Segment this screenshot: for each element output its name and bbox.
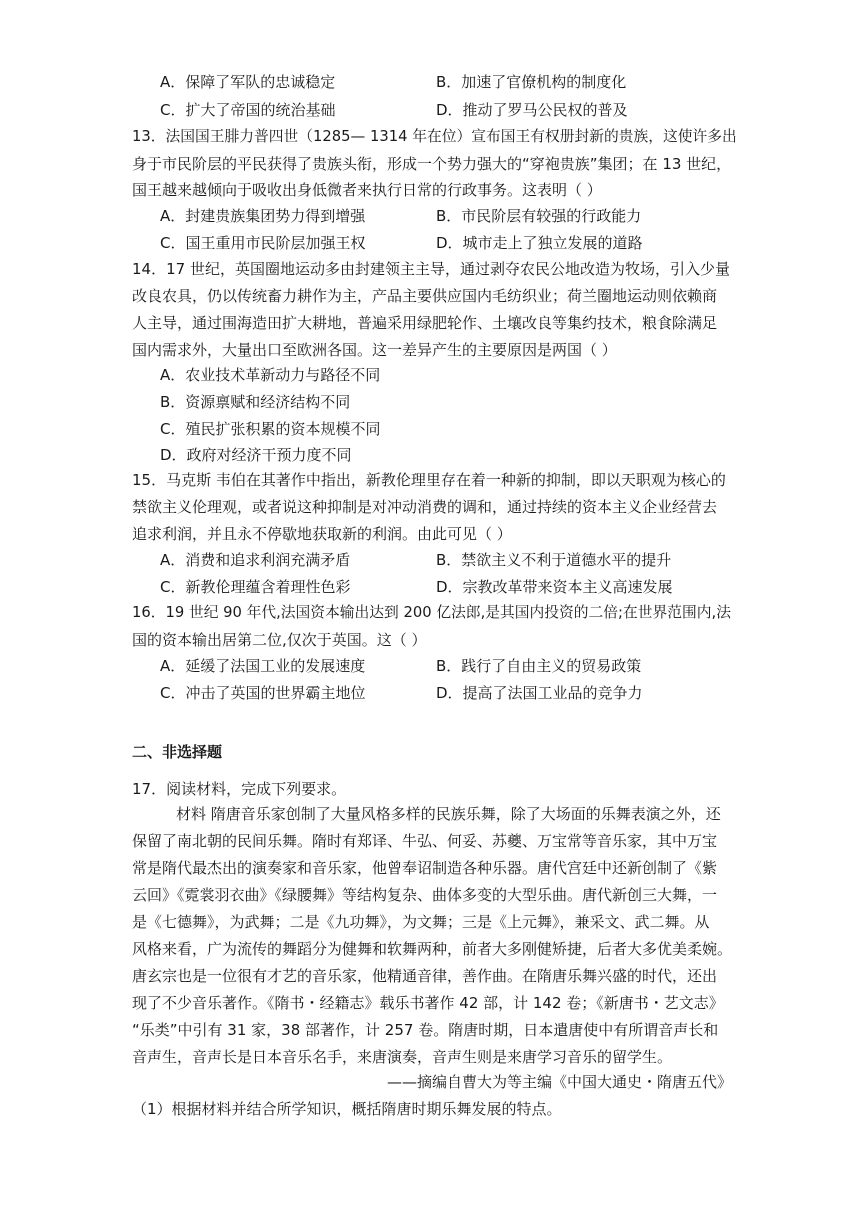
q15-stem-line: 追求利润，并且永不停歇地获取新的利润。由此可见（ ）: [132, 525, 512, 543]
q14-stem-line: 人主导，通过围海造田扩大耕地，普遍采用绿肥轮作、土壤改良等集约技术，粮食除满足: [132, 314, 718, 332]
q15-option-c: C．新教伦理蕴含着理性色彩: [160, 578, 351, 596]
q14-stem-line: 改良农具，仍以传统畜力耕作为主，产品主要供应国内毛纺织业；荷兰圈地运动则依赖商: [132, 287, 718, 305]
q13-option-a: A．封建贵族集团势力得到增强: [160, 207, 366, 225]
q12-option-a: A．保障了军队的忠诚稳定: [160, 73, 336, 91]
q15-stem-line: 15．马克斯 韦伯在其著作中指出，新教伦理里存在着一种新的抑制，即以天职观为核心的: [132, 471, 726, 489]
q15-option-a: A．消费和追求利润充满矛盾: [160, 551, 351, 569]
q17-material-line: 常是隋代最杰出的演奏家和音乐家，他曾奉诏制造各种乐器。唐代宫廷中还新创制了《紫: [132, 859, 718, 877]
q14-option-b: B．资源禀赋和经济结构不同: [160, 393, 351, 411]
q15-option-d: D．宗教改革带来资本主义高速发展: [436, 578, 673, 596]
q17-material-line: 现了不少音乐著作。《隋书・经籍志》载乐书著作 42 部，计 142 卷；《新唐书・艺文志》: [132, 994, 724, 1012]
q17-material-line: “乐类”中引有 31 家，38 部著作，计 257 卷。隋唐时期，日本遣唐使中有所谓音声长和: [132, 1021, 719, 1039]
q13-option-d: D．城市走上了独立发展的道路: [436, 234, 643, 252]
q17-subquestion-1: （1）根据材料并结合所学知识，概括隋唐时期乐舞发展的特点。: [132, 1100, 562, 1118]
q13-stem-line: 13．法国国王腓力普四世（1285— 1314 年在位）宣布国王有权册封新的贵族，这使许多出: [132, 128, 737, 145]
q16-option-b: B．践行了自由主义的贸易政策: [436, 657, 642, 675]
q17-material-line: 云回》《霓裳羽衣曲》《绿腰舞》等结构复杂、曲体多变的大型乐曲。唐代新创三大舞，一: [132, 886, 718, 904]
q13-stem-line: 身于市民阶层的平民获得了贵族头衔，形成一个势力强大的“穿袍贵族”集团；在 13 世纪，: [132, 155, 732, 173]
q17-material-line: 风格来看，广为流传的舞蹈分为健舞和软舞两种，前者大多刚健矫捷，后者大多优美柔婉。: [132, 940, 733, 958]
q16-stem-line: 16．19 世纪 90 年代,法国资本输出达到 200 亿法郎,是其国内投资的二倍;在世界范围内,法: [132, 604, 731, 621]
q16-option-a: A．延缓了法国工业的发展速度: [160, 657, 366, 675]
q17-stem: 17．阅读材料，完成下列要求。: [132, 780, 347, 798]
q14-stem-line: 14．17 世纪，英国圈地运动多由封建领主主导，通过剥夺农民公地改造为牧场，引入少量: [132, 260, 730, 278]
q14-stem-line: 国内需求外，大量出口至欧洲各国。这一差异产生的主要原因是两国（ ）: [132, 341, 617, 359]
q13-option-b: B．市民阶层有较强的行政能力: [436, 207, 642, 225]
q17-material-line: 保留了南北朝的民间乐舞。隋时有郑译、牛弘、何妥、苏夔、万宝常等音乐家，其中万宝: [132, 832, 718, 850]
q12-option-b: B．加速了官僚机构的制度化: [436, 73, 627, 91]
q16-stem-line: 国的资本输出居第二位,仅次于英国。这（ ）: [132, 631, 427, 649]
q16-option-d: D．提高了法国工业品的竞争力: [436, 684, 643, 702]
q17-material-line: 唐玄宗也是一位很有才艺的音乐家，他精通音律，善作曲。在隋唐乐舞兴盛的时代，还出: [132, 967, 718, 985]
q17-material-line: 是《七德舞》，为武舞；二是《九功舞》，为文舞；三是《上元舞》，兼采文、武二舞。从: [132, 913, 710, 931]
q15-stem-line: 禁欲主义伦理观，或者说这种抑制是对冲动消费的调和，通过持续的资本主义企业经营去: [132, 498, 718, 516]
section-title: 二、非选择题: [132, 743, 223, 761]
q17-material-line: 材料 隋唐音乐家创制了大量风格多样的民族乐舞，除了大场面的乐舞表演之外，还: [176, 805, 721, 823]
q12-option-c: C．扩大了帝国的统治基础: [160, 101, 336, 119]
q14-option-a: A．农业技术革新动力与路径不同: [160, 366, 381, 384]
q16-option-c: C．冲击了英国的世界霸主地位: [160, 684, 366, 702]
q14-option-d: D．政府对经济干预力度不同: [160, 446, 352, 464]
q15-option-b: B．禁欲主义不利于道德水平的提升: [436, 551, 672, 569]
q14-option-c: C．殖民扩张积累的资本规模不同: [160, 420, 381, 438]
q12-option-d: D．推动了罗马公民权的普及: [436, 101, 628, 119]
q17-material-line: 音声生，音声长是日本音乐名手，来唐演奏，音声生则是来唐学习音乐的留学生。: [132, 1048, 673, 1066]
q17-source: ——摘编自曹大为等主编《中国大通史・隋唐五代》: [386, 1073, 732, 1091]
q13-stem-line: 国王越来越倾向于吸收出身低微者来执行日常的行政事务。这表明（ ）: [132, 181, 602, 199]
q13-option-c: C．国王重用市民阶层加强王权: [160, 234, 366, 252]
